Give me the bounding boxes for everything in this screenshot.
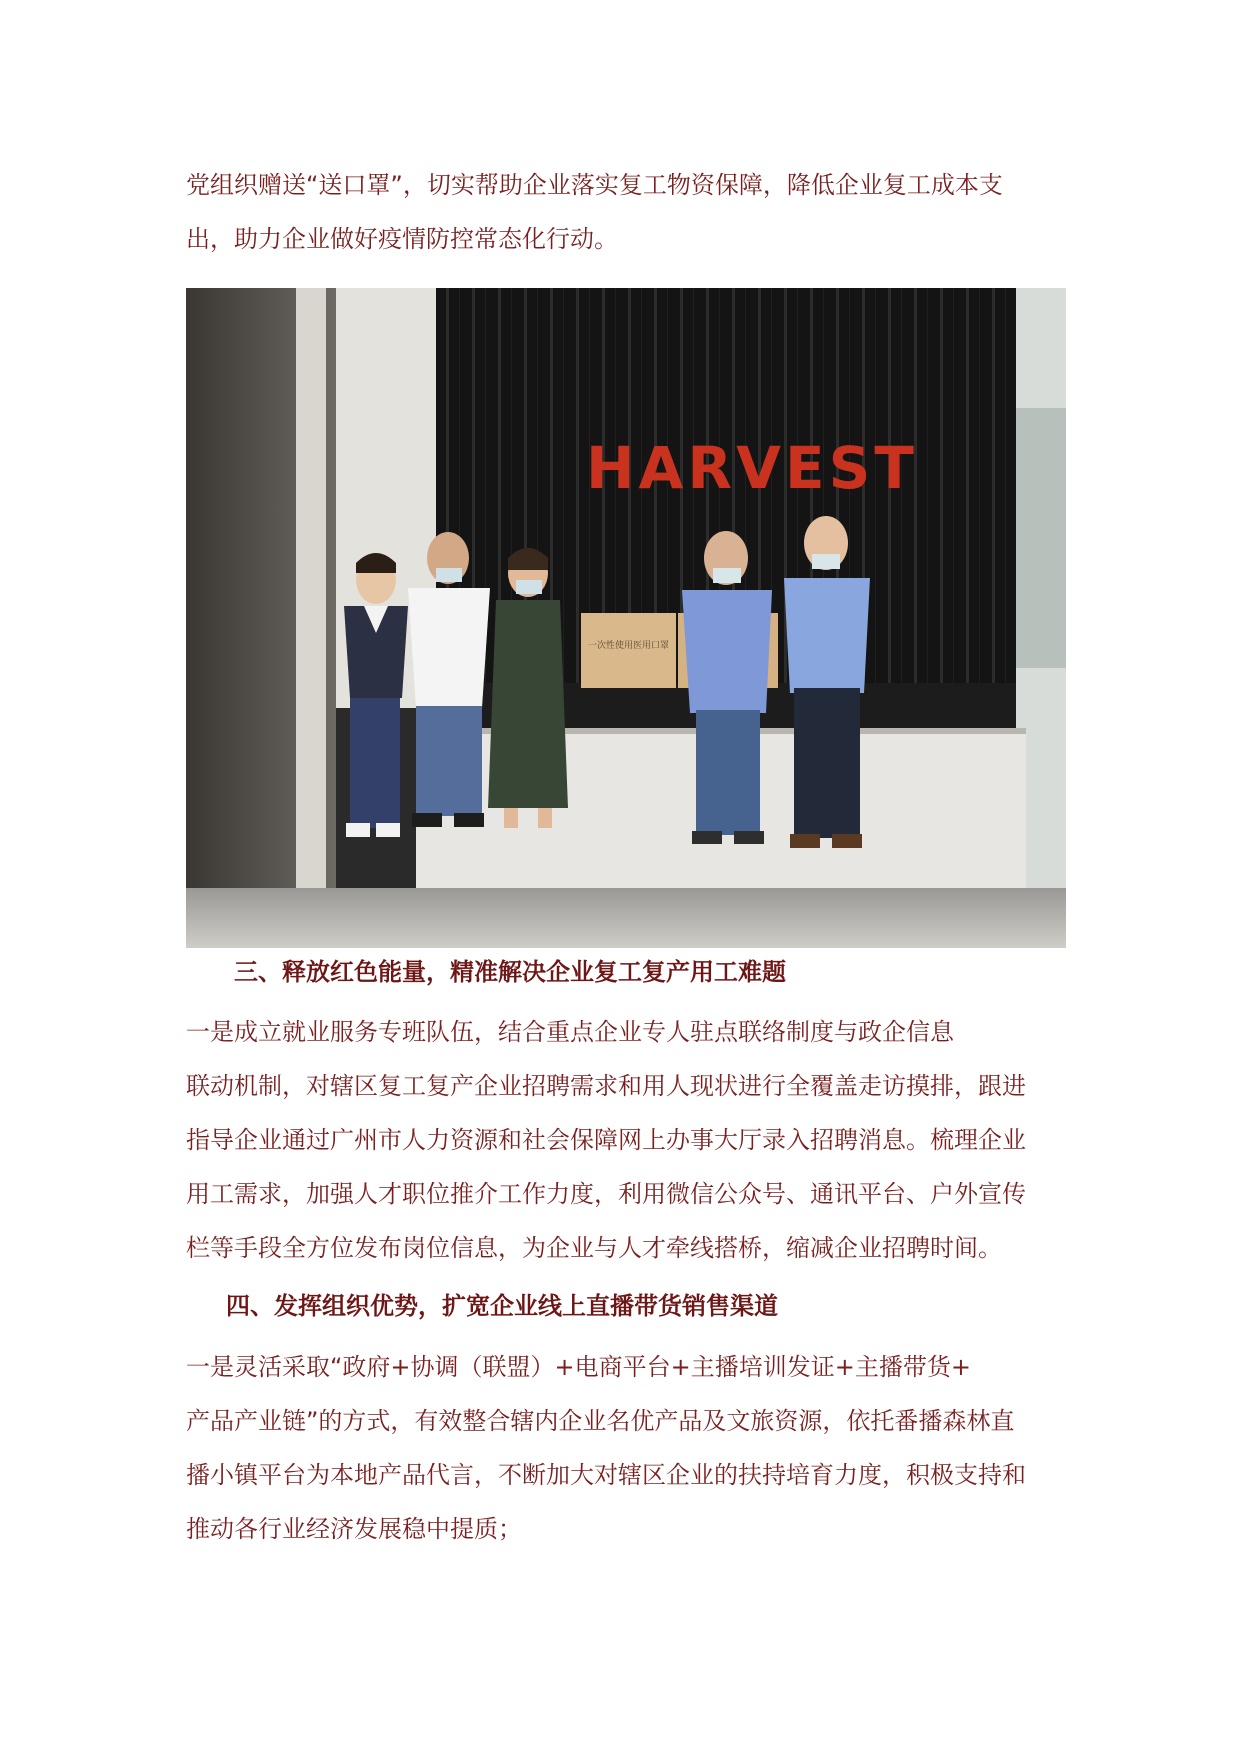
text-line: 产品产业链”的方式，有效整合辖内企业名优产品及文旅资源，依托番播森林直 — [186, 1407, 1015, 1435]
section-three-heading: 三、释放红色能量，精准解决企业复工复产用工难题 — [234, 958, 786, 986]
text-line: 栏等手段全方位发布岗位信息，为企业与人才牵线搭桥，缩减企业招聘时间。 — [186, 1234, 1002, 1262]
text-line: 一是成立就业服务专班队伍，结合重点企业专人驻点联络制度与政企信息 — [186, 1018, 954, 1046]
text-line: 出，助力企业做好疫情防控常态化行动。 — [186, 225, 618, 253]
photo-illustration — [186, 288, 1066, 948]
text-line: 用工需求，加强人才职位推介工作力度，利用微信公众号、通讯平台、户外宣传 — [186, 1180, 1026, 1208]
text-line: 联动机制，对辖区复工复产企业招聘需求和用人现状进行全覆盖走访摸排，跟进 — [186, 1072, 1026, 1100]
group-photo — [186, 288, 1066, 948]
text-line: 推动各行业经济发展稳中提质； — [186, 1515, 522, 1543]
section-four-heading: 四、发挥组织优势，扩宽企业线上直播带货销售渠道 — [226, 1292, 778, 1320]
text-line: 播小镇平台为本地产品代言，不断加大对辖区企业的扶持培育力度，积极支持和 — [186, 1461, 1026, 1489]
section-three-body — [186, 1005, 1048, 1275]
text-line: 一是灵活采取“政府+协调（联盟）+电商平台+主播培训发证+主播带货+ — [186, 1353, 971, 1381]
section-four-body — [186, 1340, 1048, 1556]
svg-text:一次性使用医用口罩: 一次性使用医用口罩 — [588, 641, 670, 651]
text-line: 党组织赠送“送口罩”，切实帮助企业落实复工物资保障，降低企业复工成本支 — [186, 171, 1003, 199]
harvest-sign: HARVEST — [586, 434, 918, 502]
intro-paragraph — [186, 158, 1048, 266]
text-line: 指导企业通过广州市人力资源和社会保障网上办事大厅录入招聘消息。梳理企业 — [186, 1126, 1026, 1154]
